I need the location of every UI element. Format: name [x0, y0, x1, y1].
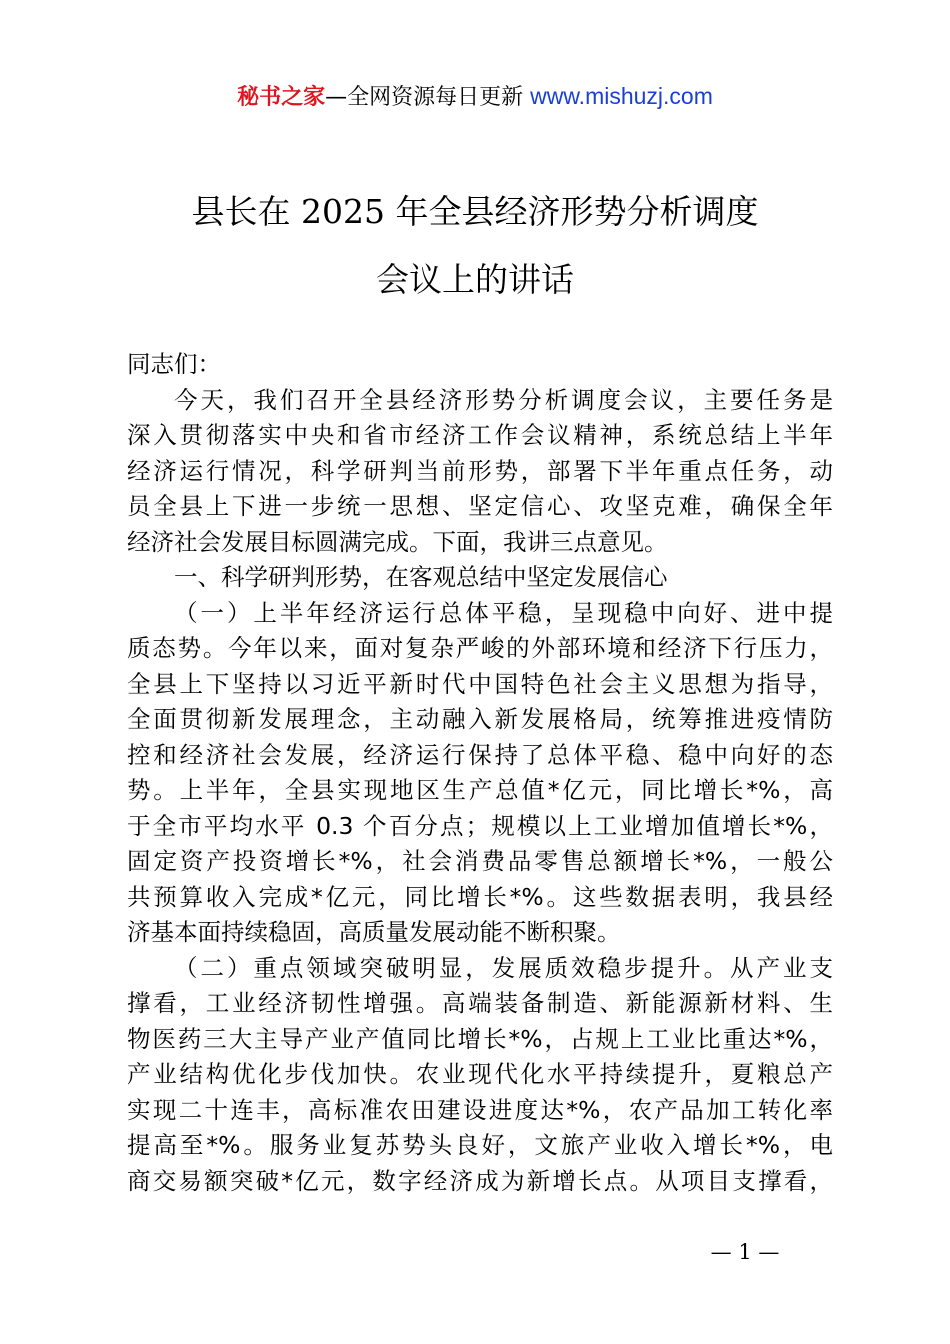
site-header	[0, 80, 950, 114]
paragraph-line: 全面贯彻新发展理念，主动融入新发展格局，统筹推进疫情防	[127, 705, 833, 733]
paragraph-line: 员全县上下进一步统一思想、坚定信心、攻坚克难，确保全年	[127, 492, 833, 520]
paragraph-line: 提高至*%。服务业复苏势头良好，文旅产业收入增长*%，电	[127, 1131, 833, 1159]
site-url-link[interactable]: www.mishuzj.com	[530, 83, 713, 109]
paragraph-line: 济基本面持续稳固，高质量发展动能不断积聚。	[127, 918, 621, 946]
document-title-line-1: 县长在 2025 年全县经济形势分析调度	[191, 192, 759, 231]
paragraph-line: 全县上下坚持以习近平新时代中国特色社会主义思想为指导，	[127, 669, 833, 698]
paragraph-line: （二）重点领域突破明显，发展质效稳步提升。从产业支	[174, 953, 833, 982]
paragraph-line: 经济运行情况，科学研判当前形势，部署下半年重点任务，动	[127, 456, 833, 485]
paragraph-line: 商交易额突破*亿元，数字经济成为新增长点。从项目支撑看，	[127, 1166, 833, 1195]
section-heading: 一、科学研判形势，在客观总结中坚定发展信心	[174, 563, 668, 591]
salutation: 同志们：	[127, 350, 221, 378]
document-title-line-2: 会议上的讲话	[376, 260, 574, 299]
paragraph-line: 深入贯彻落实中央和省市经济工作会议精神，系统总结上半年	[127, 421, 833, 449]
paragraph-line: 控和经济社会发展，经济运行保持了总体平稳、稳中向好的态	[127, 740, 833, 769]
document-body	[127, 347, 833, 1199]
paragraph-line: 共预算收入完成*亿元，同比增长*%。这些数据表明，我县经	[127, 882, 833, 911]
paragraph-line: 经济社会发展目标圆满完成。下面，我讲三点意见。	[127, 527, 668, 556]
paragraph-line: 撑看，工业经济韧性增强。高端装备制造、新能源新材料、生	[127, 989, 833, 1017]
paragraph-line: 固定资产投资增长*%，社会消费品零售总额增长*%，一般公	[127, 847, 833, 875]
paragraph-line: （一）上半年经济运行总体平稳，呈现稳中向好、进中提	[174, 598, 833, 627]
site-slogan: —全网资源每日更新	[325, 85, 524, 110]
site-brand: 秘书之家	[237, 85, 326, 110]
paragraph-line: 势。上半年，全县实现地区生产总值*亿元，同比增长*%，高	[127, 776, 833, 804]
paragraph-line: 今天，我们召开全县经济形势分析调度会议，主要任务是	[174, 385, 833, 414]
paragraph-line: 于全市平均水平 0.3 个百分点；规模以上工业增加值增长*%，	[127, 811, 833, 840]
paragraph-line: 质态势。今年以来，面对复杂严峻的外部环境和经济下行压力，	[127, 634, 833, 662]
paragraph-line: 产业结构优化步伐加快。农业现代化水平持续提升，夏粮总产	[127, 1060, 833, 1088]
paragraph-line: 实现二十连丰，高标准农田建设进度达*%，农产品加工转化率	[127, 1095, 833, 1124]
page-number: — 1 —	[710, 1240, 780, 1264]
paragraph-line: 物医药三大主导产业产值同比增长*%，占规上工业比重达*%，	[127, 1024, 833, 1053]
